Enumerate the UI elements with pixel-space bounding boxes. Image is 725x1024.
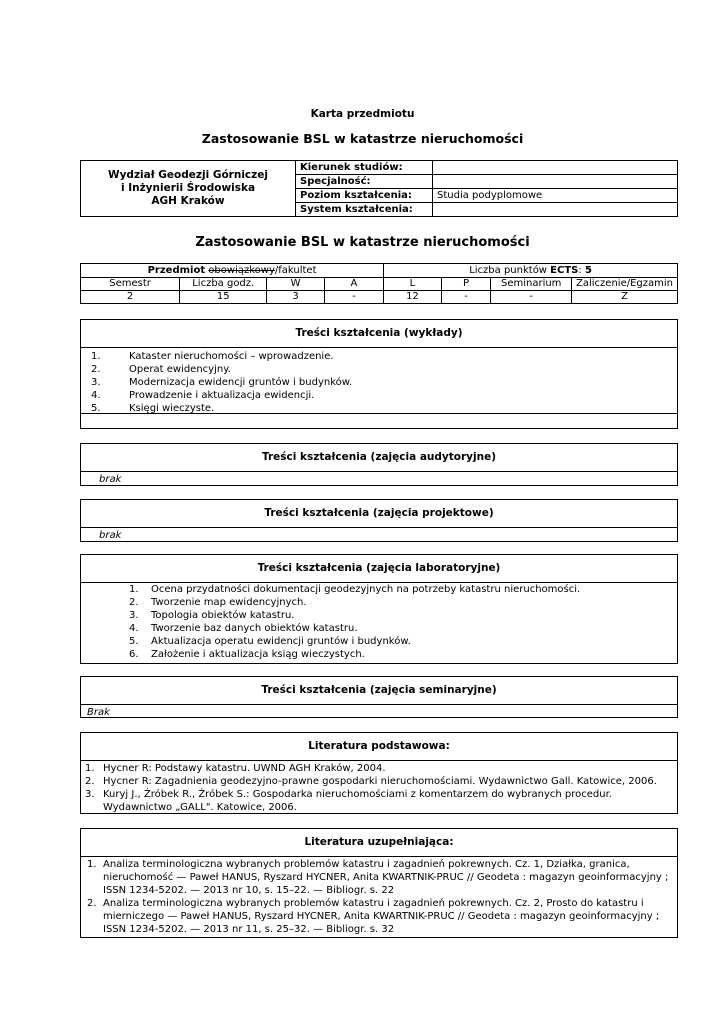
list-item: [91, 376, 677, 389]
list-item: [129, 583, 677, 596]
project-box: [80, 499, 678, 542]
faculty-cell: [81, 161, 296, 217]
list-item-number: 4.: [129, 623, 139, 634]
value-p: -: [441, 291, 491, 304]
value-w: 3: [267, 291, 325, 304]
subject-title: Zastosowanie BSL w katastrze nieruchomości: [201, 131, 524, 146]
list-item-text: Księgi wieczyste.: [129, 403, 215, 414]
list-item: [129, 596, 677, 609]
value-a: -: [324, 291, 383, 304]
lab-box: [80, 554, 678, 664]
info-value-specjalnosc: [433, 175, 678, 189]
list-item-text: Prowadzenie i aktualizacja ewidencji.: [129, 390, 315, 401]
card-label: Karta przedmiotu: [310, 108, 415, 120]
faculty-line-3: AGH Kraków: [151, 195, 225, 207]
list-item-text: Hycner R: Podstawy katastru. UWND AGH Kraków, 2004.: [103, 763, 386, 774]
list-item: [91, 363, 677, 376]
lab-title: Treści kształcenia (zajęcia laboratoryjne): [81, 555, 677, 583]
header-liczba-godz: Liczba godz.: [180, 278, 267, 291]
list-item-text: Aktualizacja operatu ewidencji gruntów i budynków.: [151, 636, 411, 647]
faculty-info-table: [80, 160, 678, 217]
list-item-text: Topologia obiektów katastru.: [151, 610, 295, 621]
ects-value: 5: [584, 264, 592, 276]
lit-extra-list: [81, 857, 677, 936]
list-item-number: 4.: [91, 390, 101, 401]
list-item-text: Hycner R: Zagadnienia geodezyjno-prawne gospodarki nieruchomościami. Wydawnictwo Gall. Katowice, 2006.: [103, 776, 657, 787]
info-value-poziom: Studia podyplomowe: [433, 189, 678, 203]
header-a: A: [324, 278, 383, 291]
list-item: [87, 897, 671, 936]
auditory-box: [80, 443, 678, 486]
lectures-list: [81, 348, 677, 415]
list-item-number: 5.: [129, 636, 139, 647]
value-seminarium: -: [491, 291, 572, 304]
przedmiot-label: Przedmiot: [147, 264, 206, 276]
lit-extra-box: [80, 828, 678, 938]
list-item-number: 1.: [85, 763, 95, 774]
lectures-box: [80, 319, 678, 429]
value-zaliczenie: Z: [572, 291, 678, 304]
list-item: [85, 775, 671, 788]
lectures-title: Treści kształcenia (wykłady): [81, 320, 677, 348]
subject-title-2: Zastosowanie BSL w katastrze nieruchomości: [195, 235, 530, 250]
list-item-number: 1.: [87, 859, 97, 870]
przedmiot-rest: /fakultet: [274, 264, 317, 276]
header-p: P: [441, 278, 491, 291]
header-w: W: [267, 278, 325, 291]
list-item: [129, 635, 677, 648]
list-item-number: 2.: [91, 364, 101, 375]
list-item-text: Ocena przydatności dokumentacji geodezyjnych na potrzeby katastru nieruchomości.: [151, 584, 581, 595]
ects-label: ECTS: [550, 264, 579, 276]
auditory-body: brak: [99, 474, 122, 485]
list-item: [85, 788, 671, 814]
lit-basic-title: Literatura podstawowa:: [81, 733, 677, 761]
faculty-line-1: Wydział Geodezji Górniczej: [108, 169, 268, 181]
list-item-number: 3.: [129, 610, 139, 621]
lit-basic-list: [81, 761, 677, 814]
header-zaliczenie: Zaliczenie/Egzamin: [572, 278, 678, 291]
list-item-number: 1.: [129, 584, 139, 595]
list-item-number: 3.: [91, 377, 101, 388]
list-item: [85, 762, 671, 775]
ects-cell: [384, 264, 678, 278]
lab-list: [81, 583, 677, 661]
list-item-text: Analiza terminologiczna wybranych problemów katastru i zagadnień pokrewnych. Cz. 1, Działka, granica, nieruchomość — Paweł HANUS, Ryszard HYCNER, Anita KWARTNIK-PRUC // Geodeta : magazyn geoinformacyjny ; ISSN 1234-5202. — 2013 nr 10, s. 15–22. — Bibliogr. s. 22: [103, 859, 669, 896]
faculty-line-2: i Inżynierii Środowiska: [120, 182, 256, 194]
ects-prefix: Liczba punktów: [469, 264, 551, 276]
value-l: 12: [384, 291, 442, 304]
przedmiot-cell: [81, 264, 384, 278]
list-item-text: Analiza terminologiczna wybranych problemów katastru i zagadnień pokrewnych. Cz. 2, Prosto do katastru i mierniczego — Paweł HANUS, Ryszard HYCNER, Anita KWARTNIK-PRUC // Geodeta : magazyn geoinformacyjny ; ISSN 1234-5202. — 2013 nr 11, s. 25–32. — Bibliogr. s. 32: [103, 898, 660, 935]
seminar-title: Treści kształcenia (zajęcia seminaryjne): [81, 677, 677, 705]
lectures-divider: [81, 413, 677, 414]
value-liczba-godz: 15: [180, 291, 267, 304]
header-l: L: [384, 278, 442, 291]
header-seminarium: Seminarium: [491, 278, 572, 291]
list-item-number: 2.: [87, 898, 97, 909]
list-item: [91, 389, 677, 402]
list-item: [87, 858, 671, 897]
seminar-box: [80, 676, 678, 718]
list-item: [129, 648, 677, 661]
list-item-text: Operat ewidencyjny.: [129, 364, 231, 375]
auditory-title: Treści kształcenia (zajęcia audytoryjne): [81, 444, 677, 472]
list-item-text: Tworzenie map ewidencyjnych.: [151, 597, 307, 608]
list-item-number: 2.: [85, 776, 95, 787]
list-item: [129, 622, 677, 635]
przedmiot-struck: obowiązkowy: [208, 264, 275, 276]
list-item-text: Tworzenie baz danych obiektów katastru.: [151, 623, 358, 634]
list-item-text: Kuryj J., Źróbek R., Źróbek S.: Gospodarka nieruchomościami z komentarzem do wybranych procedur. Wydawnictwo „GALL". Katowice, 2006.: [103, 789, 612, 813]
lit-basic-box: [80, 732, 678, 814]
list-item-number: 6.: [129, 649, 139, 660]
list-item-number: 5.: [91, 403, 101, 414]
list-item: [129, 609, 677, 622]
seminar-body: Brak: [87, 707, 110, 718]
info-value-system: [433, 203, 678, 217]
value-semestr: 2: [81, 291, 180, 304]
subject-hours-table: [80, 263, 678, 304]
list-item-text: Założenie i aktualizacja ksiąg wieczystych.: [151, 649, 365, 660]
project-title: Treści kształcenia (zajęcia projektowe): [81, 500, 677, 528]
list-item-text: Modernizacja ewidencji gruntów i budynków.: [129, 377, 353, 388]
info-label-kierunek: Kierunek studiów:: [296, 161, 433, 175]
list-item-number: 2.: [129, 597, 139, 608]
info-label-specjalnosc: Specjalność:: [296, 175, 433, 189]
lit-extra-title: Literatura uzupełniająca:: [81, 829, 677, 857]
info-label-poziom: Poziom kształcenia:: [296, 189, 433, 203]
project-body: brak: [99, 530, 122, 541]
info-label-system: System kształcenia:: [296, 203, 433, 217]
list-item: [91, 350, 677, 363]
list-item-text: Kataster nieruchomości – wprowadzenie.: [129, 351, 334, 362]
ects-sep: :: [578, 264, 585, 276]
list-item-number: 1.: [91, 351, 101, 362]
header-semestr: Semestr: [81, 278, 180, 291]
list-item-number: 3.: [85, 789, 95, 800]
info-value-kierunek: [433, 161, 678, 175]
